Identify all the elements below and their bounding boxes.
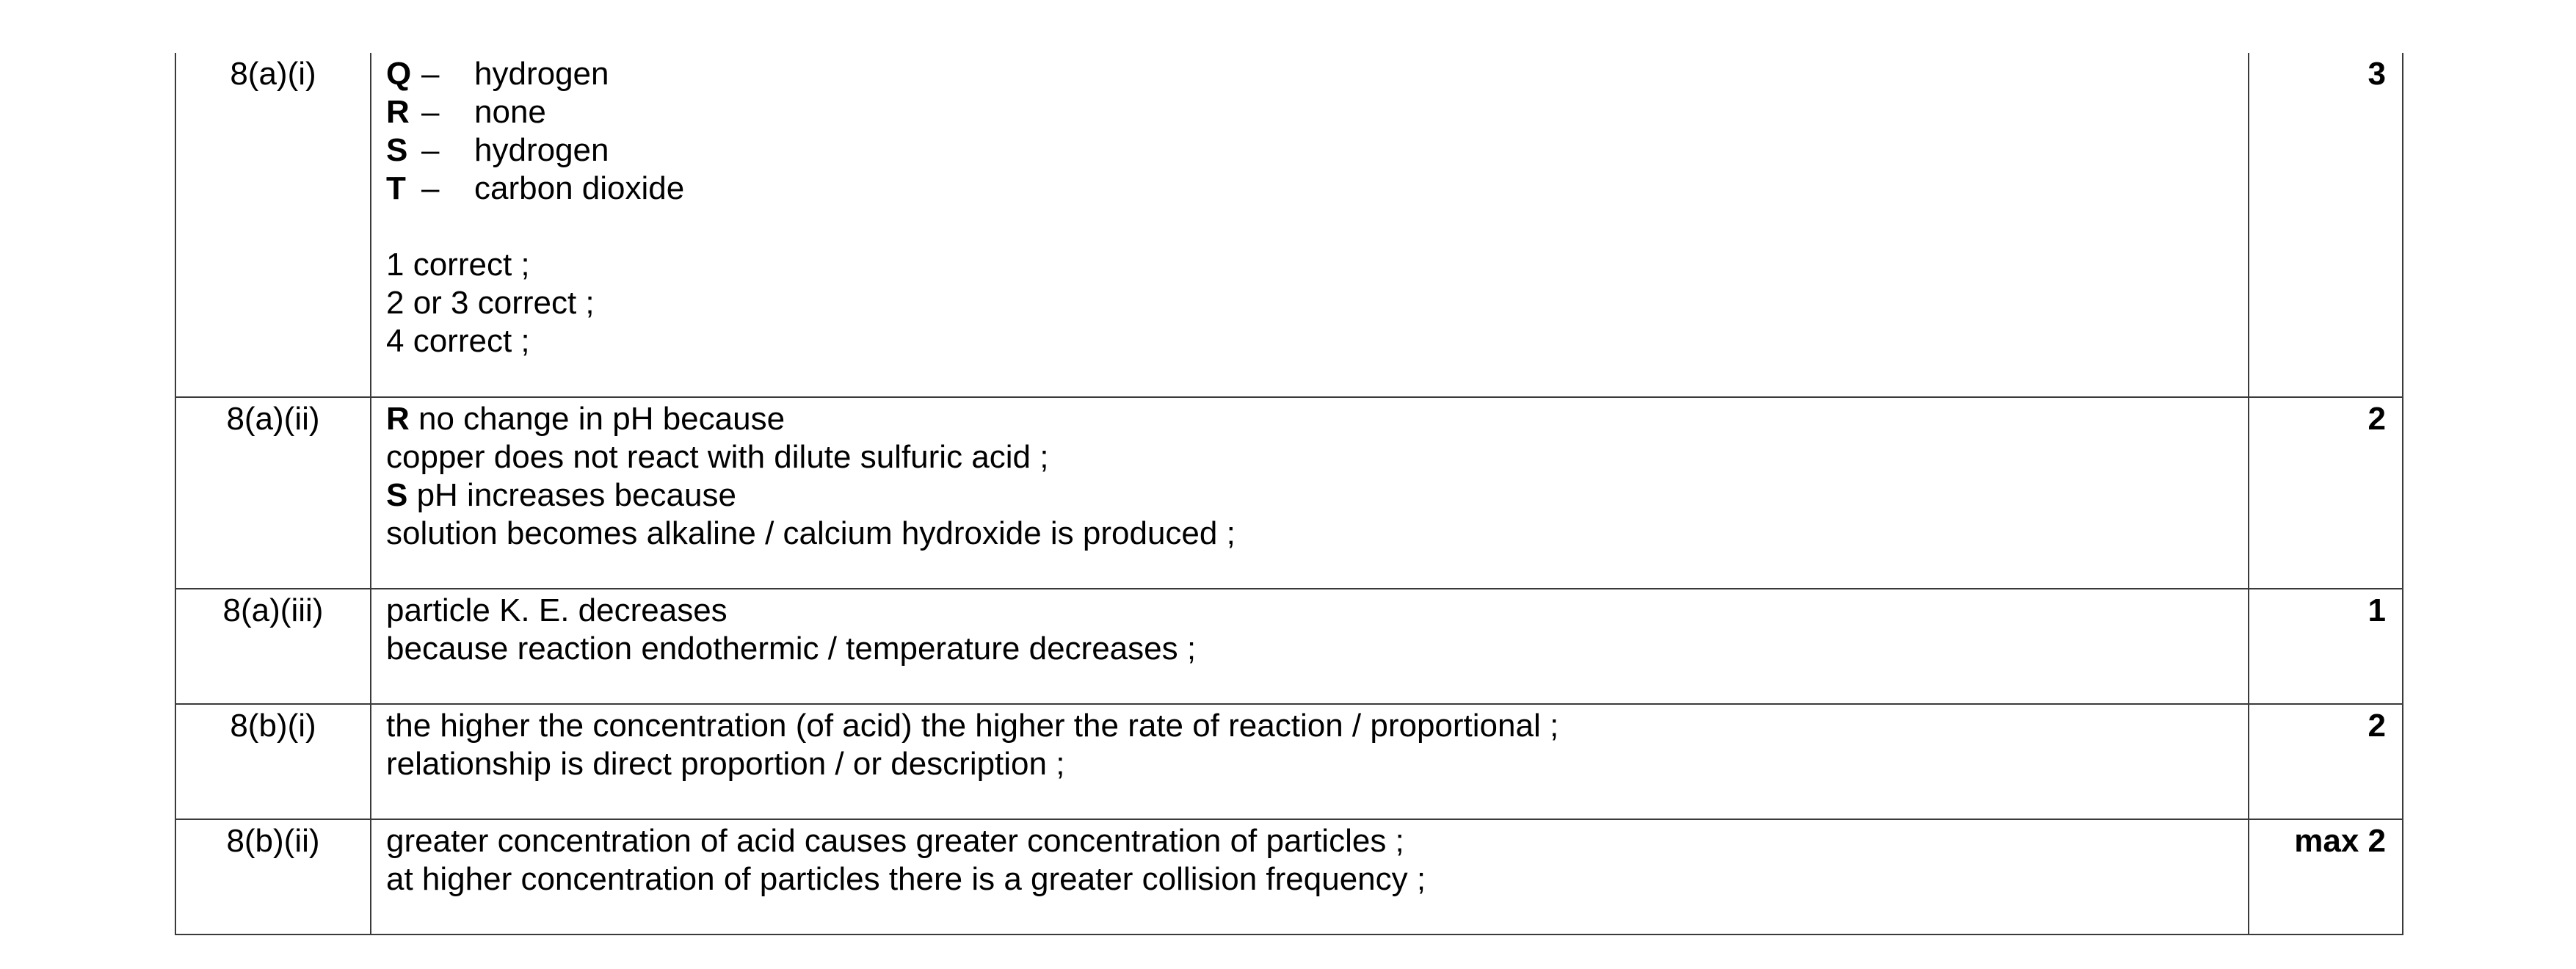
answer-text: solution becomes alkaline / calcium hydroxide is produced ; <box>386 515 1236 551</box>
table-row <box>175 589 2403 704</box>
answer-line <box>386 476 2233 515</box>
answer-cell <box>371 819 2249 934</box>
answer-line: 1 correct ; <box>386 247 530 283</box>
answer-value: carbon dioxide <box>474 170 685 206</box>
answer-line: 2 or 3 correct ; <box>386 285 595 321</box>
answer-key: T <box>386 170 406 206</box>
answer-cell <box>371 53 2249 397</box>
spacer <box>386 208 2233 246</box>
answer-value: hydrogen <box>474 56 609 92</box>
answer-cell <box>371 589 2249 704</box>
answer-cell <box>371 704 2249 819</box>
answer-key: R <box>386 401 410 437</box>
mark-scheme-table <box>175 53 2403 935</box>
answer-text: pH increases because <box>407 477 736 513</box>
answer-key: S <box>386 132 408 168</box>
marks-cell: 2 <box>2249 704 2403 819</box>
marks-cell: 2 <box>2249 397 2403 589</box>
answer-pair <box>386 170 2233 208</box>
answer-line: relationship is direct proportion / or description ; <box>386 746 1065 782</box>
answer-pair <box>386 131 2233 170</box>
answer-cell <box>371 397 2249 589</box>
answer-text: no change in pH because <box>409 401 786 437</box>
question-number: 8(b)(i) <box>175 704 371 819</box>
question-number: 8(b)(ii) <box>175 819 371 934</box>
answer-value: hydrogen <box>474 132 609 168</box>
answer-line: 4 correct ; <box>386 323 530 359</box>
answer-dash: – <box>421 56 440 92</box>
answer-line: the higher the concentration (of acid) the higher the rate of reaction / proportional ; <box>386 708 1559 744</box>
marks-cell: 1 <box>2249 589 2403 704</box>
answer-key: Q <box>386 56 412 92</box>
answer-line: particle K. E. decreases <box>386 592 728 628</box>
marks-cell: max 2 <box>2249 819 2403 934</box>
answer-text: copper does not react with dilute sulfuric acid ; <box>386 439 1049 475</box>
answer-dash: – <box>421 132 440 168</box>
question-number: 8(a)(i) <box>175 53 371 397</box>
marks-cell: 3 <box>2249 53 2403 397</box>
question-number: 8(a)(iii) <box>175 589 371 704</box>
answer-dash: – <box>421 94 440 130</box>
question-number: 8(a)(ii) <box>175 397 371 589</box>
answer-pair <box>386 93 2233 131</box>
table-row <box>175 397 2403 589</box>
answer-line <box>386 515 2233 553</box>
answer-line: because reaction endothermic / temperature decreases ; <box>386 631 1197 667</box>
answer-line: at higher concentration of particles there is a greater collision frequency ; <box>386 861 1426 897</box>
answer-line <box>386 438 2233 476</box>
answer-line: greater concentration of acid causes greater concentration of particles ; <box>386 823 1404 859</box>
answer-key: R <box>386 94 410 130</box>
table-row <box>175 53 2403 397</box>
table-row <box>175 819 2403 934</box>
answer-pair <box>386 55 2233 93</box>
answer-line <box>386 400 2233 438</box>
answer-key: S <box>386 477 408 513</box>
answer-value: none <box>474 94 546 130</box>
answer-dash: – <box>421 170 440 206</box>
table-row <box>175 704 2403 819</box>
